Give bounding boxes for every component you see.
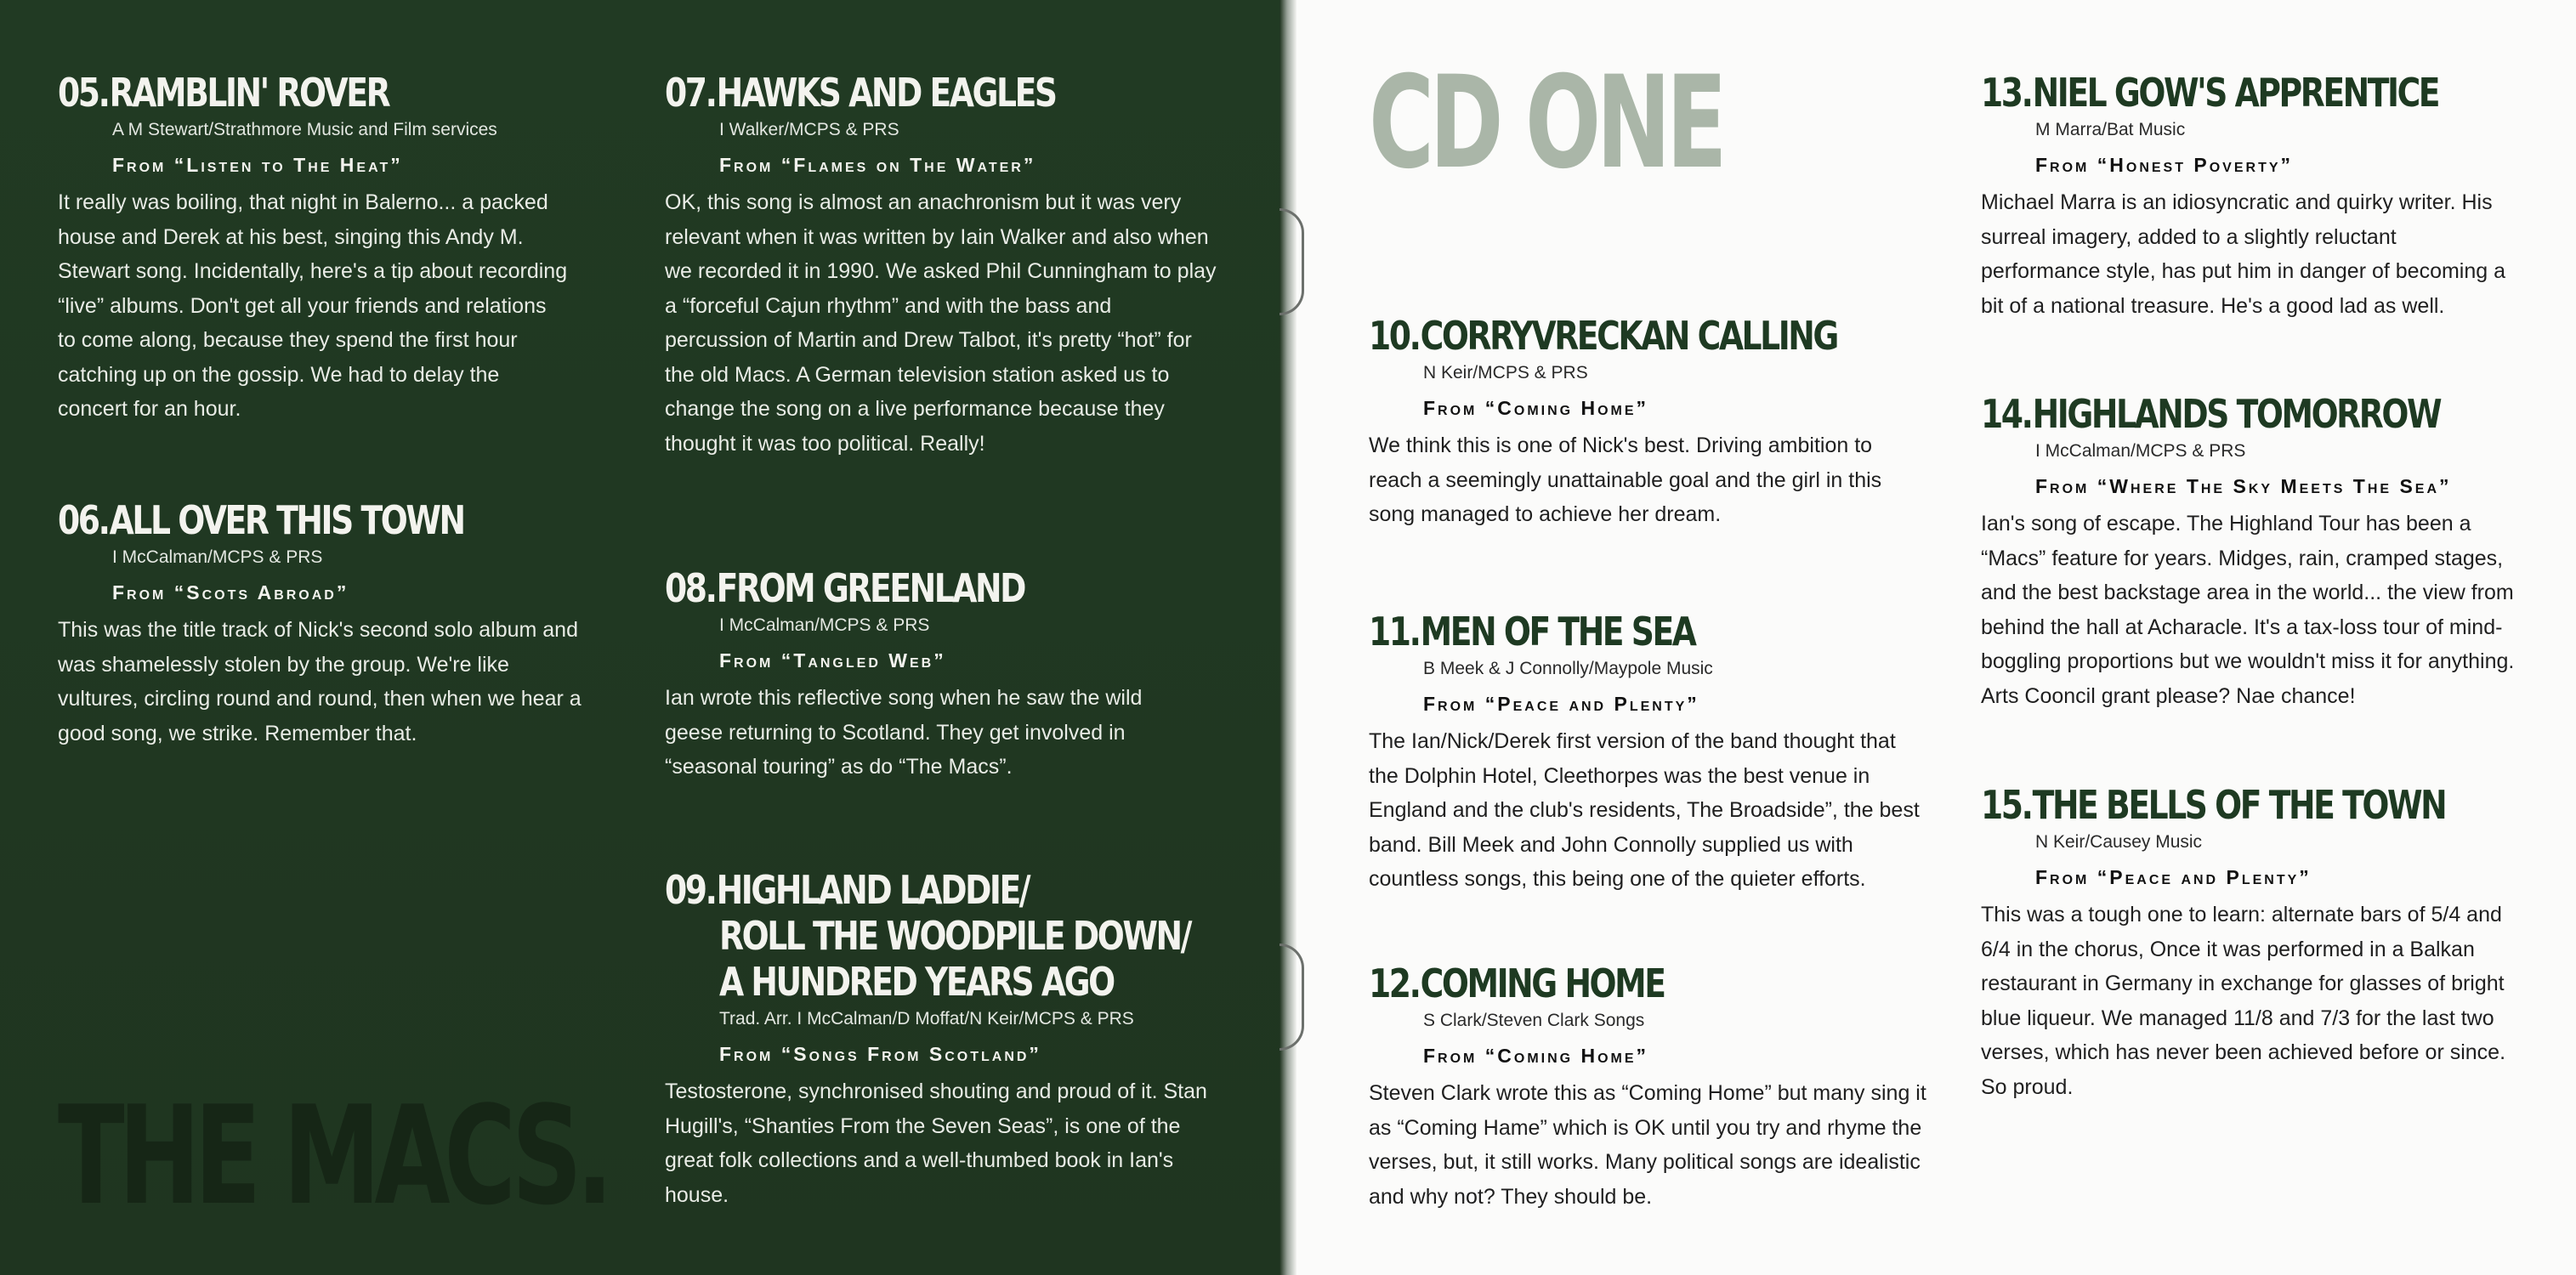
track-description: Testosterone, synchronised shouting and proud of it. Stan Hugill's, “Shanties From the Seven Seas”, is one of the great folk collections and a well-thumbed book in Ian's house. — [665, 1080, 1207, 1207]
track-title: 11.MEN OF THE SEA — [1369, 609, 1695, 654]
track-title: 06.ALL OVER THIS TOWN — [58, 497, 464, 543]
track-credit: N Keir/MCPS & PRS — [1423, 363, 1588, 382]
track-credit: I Walker/MCPS & PRS — [719, 120, 899, 139]
track-credit: N Keir/Causey Music — [2035, 832, 2203, 852]
track-title: 07.HAWKS AND EAGLES — [665, 70, 1056, 116]
track-title: 05.RAMBLIN' ROVER — [58, 70, 389, 116]
track-description: It really was boiling, that night in Balerno... a packed house and Derek at his best, singing this Andy M. Stewart song. Incidentally, here's a tip about recording “live” albums. Don't get all your friends and relations to come along, because they spend the first hour catching up on the gossip. We had to delay the concert for an hour. — [58, 190, 568, 421]
track-description: Ian's song of escape. The Highland Tour has been a “Macs” feature for years. Midges, rain, cramped stages, and the best backstage area in the world... the view from behind the hall at Acharacle. It's a tax-loss tour of mind-boggling proportions but we wouldn't miss it for anything. Arts Cooncil grant please? Nae chance! — [1981, 512, 2515, 708]
track-source-album: From “Tangled Web” — [719, 649, 946, 672]
track-source-album: From “Coming Home” — [1423, 1045, 1649, 1067]
track-source-album: From “Peace and Plenty” — [2035, 866, 2312, 888]
track-description: The Ian/Nick/Derek first version of the band thought that the Dolphin Hotel, Cleethorpes was the best venue in England and the club's residents, The Broadside”, the best band. Bill Meek and John Connolly supplied us with countless songs, this being one of the quieter efforts. — [1369, 729, 1920, 891]
track-title: 15.THE BELLS OF THE TOWN — [1981, 782, 2446, 828]
track-description: This was the title track of Nick's second solo album and was shamelessly stolen by the group. We're like vultures, circling round and round, then when we hear a good song, we strike. Remember that. — [58, 618, 582, 745]
track-source-album: From “Scots Abroad” — [112, 581, 349, 604]
track-description: We think this is one of Nick's best. Driving ambition to reach a seemingly unattainable goal and the girl in this song managed to achieve her dream. — [1369, 434, 1882, 526]
cd-heading: CD ONE — [1369, 49, 1723, 197]
track-13 — [1981, 70, 2539, 323]
track-credit: M Marra/Bat Music — [2035, 120, 2186, 139]
track-description: Michael Marra is an idiosyncratic and quirky writer. His surreal imagery, added to a slightly reluctant performance style, has put him in danger of becoming a bit of a national treasure. He's a good lad as well. — [1981, 190, 2506, 318]
track-title: 12.COMING HOME — [1369, 960, 1665, 1006]
track-source-album: From “Peace and Plenty” — [1423, 693, 1699, 715]
track-title-line-3: A HUNDRED YEARS AGO — [719, 959, 1114, 1005]
track-credit: S Clark/Steven Clark Songs — [1423, 1011, 1645, 1030]
track-description: OK, this song is almost an anachronism but it was very relevant when it was written by Iain Walker and also when we recorded it in 1990. We asked Phil Cunningham to play a “forceful Cajun rhythm” and with the bass and percussion of Martin and Drew Talbot, it's pretty “hot” for the old Macs. A German television station asked us to change the song on a live performance because they thought it was too political. Really! — [665, 190, 1217, 456]
track-title: 13.NIEL GOW'S APPRENTICE — [1981, 70, 2439, 116]
track-credit: Trad. Arr. I McCalman/D Moffat/N Keir/MCPS & PRS — [719, 1009, 1134, 1028]
track-source-album: From “Listen to The Heat” — [112, 154, 403, 176]
track-09 — [665, 867, 1294, 1212]
track-12 — [1369, 960, 1930, 1214]
track-07 — [665, 70, 1217, 461]
track-credit: A M Stewart/Strathmore Music and Film services — [112, 120, 497, 139]
track-source-album: From “Flames on The Water” — [719, 154, 1036, 176]
track-06 — [58, 497, 585, 751]
track-source-album: From “Songs From Scotland” — [719, 1043, 1041, 1065]
track-source-album: From “Where The Sky Meets The Sea” — [2035, 475, 2452, 497]
track-description: Ian wrote this reflective song when he saw the wild geese returning to Scotland. They get involved in “seasonal touring” as do “The Macs”. — [665, 686, 1143, 779]
track-11 — [1369, 609, 1921, 897]
track-14 — [1981, 391, 2541, 713]
track-credit: B Meek & J Connolly/Maypole Music — [1423, 659, 1713, 678]
track-credit: I McCalman/MCPS & PRS — [2035, 441, 2246, 461]
track-15 — [1981, 782, 2547, 1104]
track-08 — [665, 565, 1175, 785]
track-title-line-2: ROLL THE WOODPILE DOWN/ — [719, 913, 1190, 959]
staple-top — [1279, 208, 1304, 315]
track-description: This was a tough one to learn: alternate bars of 5/4 and 6/4 in the chorus, Once it was performed in a Balkan restaurant in Germany in exchange for glasses of bright blue liqueur. We managed 11/8 and 7/3 for the last two verses, which has never been achieved before or since. So proud. — [1981, 903, 2506, 1099]
track-10 — [1369, 313, 1940, 532]
track-title: 08.FROM GREENLAND — [665, 565, 1025, 611]
track-title: 14.HIGHLANDS TOMORROW — [1981, 391, 2441, 437]
track-05 — [58, 70, 568, 427]
track-title: 10.CORRYVRECKAN CALLING — [1369, 313, 1837, 359]
track-description: Steven Clark wrote this as “Coming Home” but many sing it as “Coming Hame” which is OK until you try and rhyme the verses, but, it still works. Many political songs are idealistic and why not? They should be. — [1369, 1081, 1926, 1209]
track-credit: I McCalman/MCPS & PRS — [112, 547, 323, 567]
the-macs-logo: THE MACS. — [58, 1076, 608, 1235]
track-title: 09.HIGHLAND LADDIE/ — [665, 867, 1030, 913]
track-source-album: From “Coming Home” — [1423, 397, 1649, 419]
track-credit: I McCalman/MCPS & PRS — [719, 615, 930, 635]
track-source-album: From “Honest Poverty” — [2035, 154, 2294, 176]
